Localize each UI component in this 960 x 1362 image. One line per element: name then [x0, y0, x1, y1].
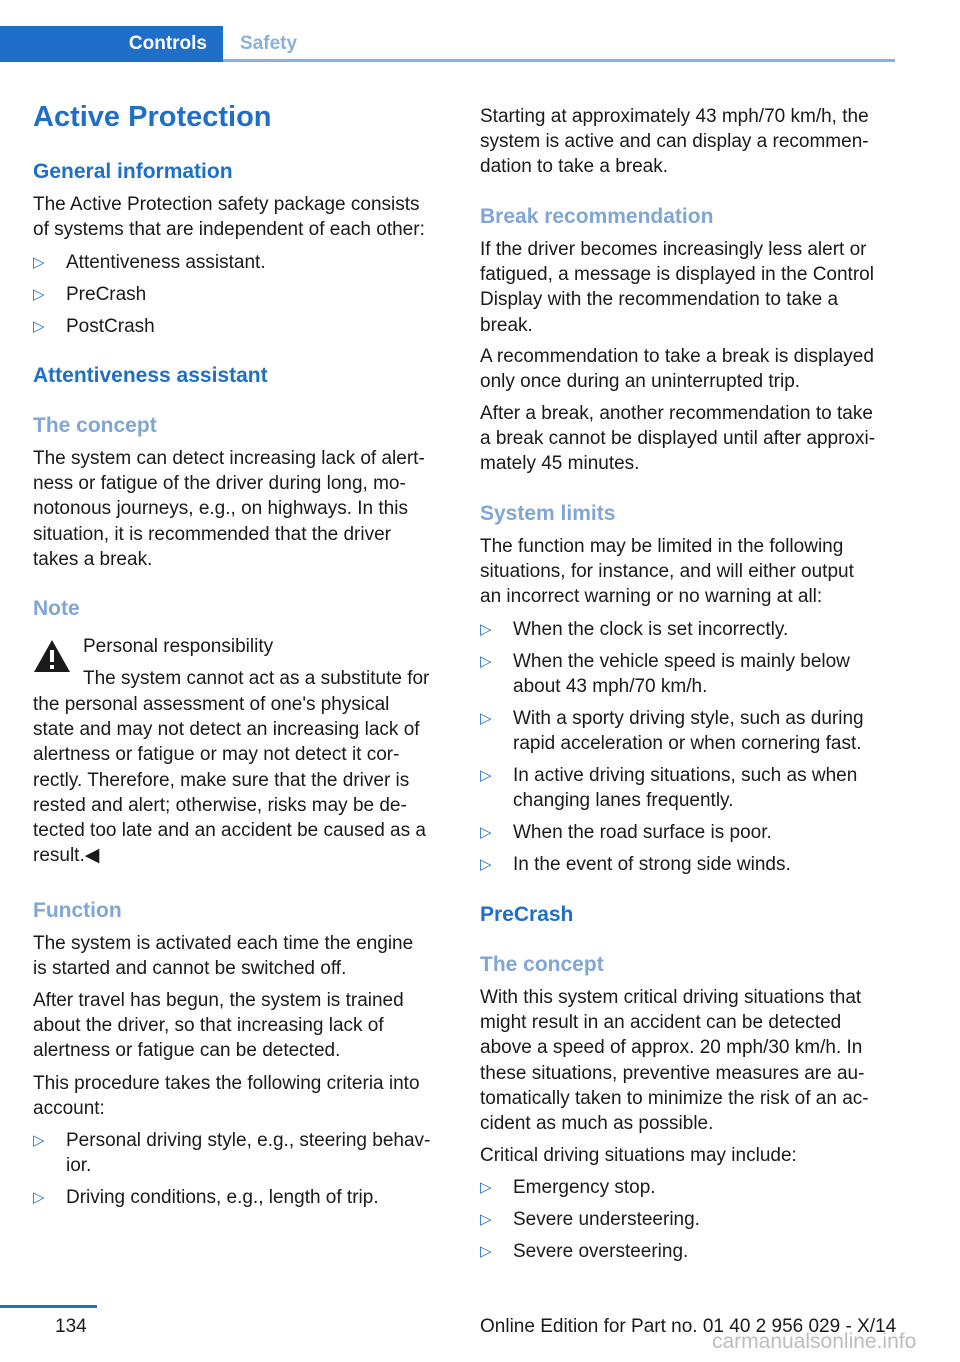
bullet-icon: ▷	[480, 767, 492, 784]
break-recommendation-heading: Break recommendation	[480, 205, 714, 228]
bullet-icon: ▷	[480, 1179, 492, 1196]
note-heading: Note	[33, 597, 80, 620]
page-title: Active Protection	[33, 101, 272, 133]
note-text-first-line: The system cannot act as a substitute for	[83, 668, 430, 689]
bullet-icon: ▷	[480, 856, 492, 873]
bullet-icon: ▷	[33, 254, 45, 271]
section-tabs	[0, 26, 895, 62]
bullet-icon: ▷	[33, 318, 45, 335]
break-text: After a break, another recommendation to take a break cannot be displayed until after approxi- mately 45 minutes.	[480, 403, 876, 475]
tab-rule	[223, 59, 895, 62]
precrash-heading: PreCrash	[480, 903, 574, 926]
bullet-icon: ▷	[480, 653, 492, 670]
bullet-icon: ▷	[480, 824, 492, 841]
concept-heading: The concept	[480, 953, 604, 976]
page-number: 134	[55, 1316, 87, 1337]
precrash-concept-text: With this system critical driving situations that might result in an accident can be detected above a speed of approx. 20 mph/30 km/h. In these situations, preventive measures are au- tomatically taken to minimize the risk of an ac- cident as much as possible.	[480, 987, 869, 1135]
bullet-icon: ▷	[480, 710, 492, 727]
tab-controls[interactable]: Controls	[0, 26, 223, 62]
concept-heading: The concept	[33, 414, 157, 437]
note-text: the personal assessment of one's physical state and may not detect an increasing lack of alertness or fatigue or may not detect it cor- rectly. Therefore, make sure that the driver is rested and alert; otherwise, risks may be de- tected too late and an accident be caused as a result.◀	[33, 694, 426, 867]
concept-text: The system can detect increasing lack of alert- ness or fatigue of the driver during long, mo- notonous journeys, e.g., on highways. In this situation, it is recommended that the driver takes a break.	[33, 448, 425, 570]
general-information-heading: General information	[33, 160, 233, 183]
function-text: This procedure takes the following criteria into account:	[33, 1073, 420, 1120]
bullet-icon: ▷	[33, 286, 45, 303]
watermark: carmanualsonline.info	[712, 1330, 917, 1353]
bullet-icon: ▷	[480, 1243, 492, 1260]
bullet-icon: ▷	[480, 621, 492, 638]
intro-text: Starting at approximately 43 mph/70 km/h, the system is active and can display a recommen- dation to take a break.	[480, 106, 869, 178]
critical-intro: Critical driving situations may include:	[480, 1145, 797, 1166]
bullet-icon: ▷	[33, 1132, 45, 1149]
bullet-icon: ▷	[480, 1211, 492, 1228]
page-number-rule	[0, 1305, 97, 1308]
warning-icon	[33, 638, 71, 674]
function-heading: Function	[33, 899, 122, 922]
bullet-icon: ▷	[33, 1189, 45, 1206]
tab-safety[interactable]: Safety	[240, 33, 298, 54]
system-limits-text: The function may be limited in the following situations, for instance, and will either output an incorrect warning or no warning at all:	[480, 536, 854, 608]
function-text: The system is activated each time the engine is started and cannot be switched off.	[33, 933, 414, 980]
function-text: After travel has begun, the system is trained about the driver, so that increasing lack of alertness or fatigue can be detected.	[33, 990, 404, 1062]
general-information-text: The Active Protection safety package consists of systems that are independent of each other:	[33, 194, 425, 241]
break-text: If the driver becomes increasingly less alert or fatigued, a message is displayed in the Control Display with the recommendation to take a break.	[480, 239, 874, 336]
attentiveness-assistant-heading: Attentiveness assistant	[33, 364, 268, 387]
system-limits-heading: System limits	[480, 502, 616, 525]
edition-footer: Online Edition for Part no. 01 40 2 956 029 - X/14	[480, 1316, 897, 1337]
note-title: Personal responsibility	[83, 636, 274, 657]
break-text: A recommendation to take a break is displayed only once during an uninterrupted trip.	[480, 346, 874, 393]
